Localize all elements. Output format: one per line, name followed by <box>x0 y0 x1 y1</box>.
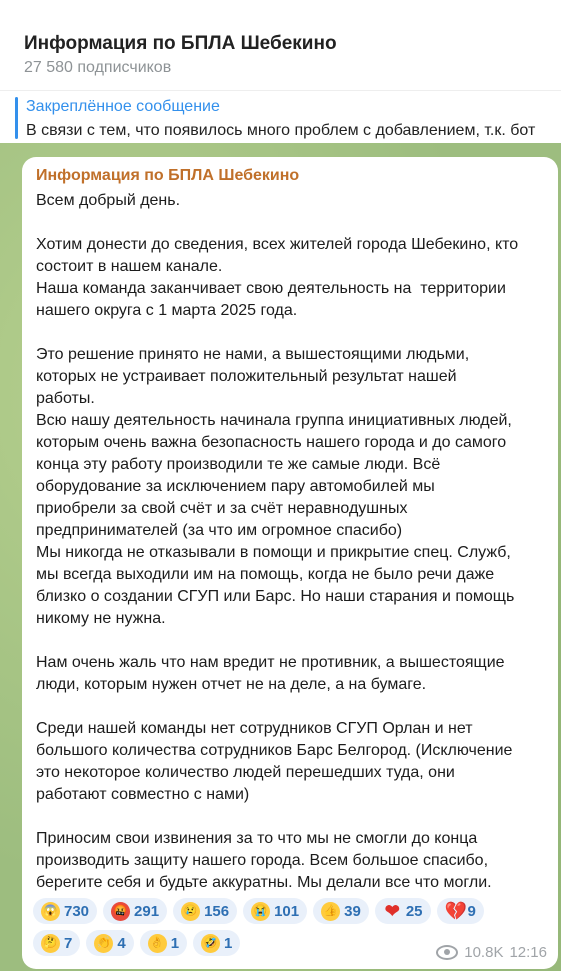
reaction-chip[interactable] <box>103 898 167 924</box>
thinking-emoji-icon: 🤔 <box>41 934 60 953</box>
message-sender[interactable]: Информация по БПЛА Шебекино <box>36 167 300 184</box>
clapping-icon: 👏 <box>94 934 113 953</box>
message-meta <box>436 944 547 961</box>
message-text: Всем добрый день. Хотим донести до сведения, всех жителей города Шебекино, кто состоит в нашем канале. Наша команда заканчивает свою деятельность на территории нашего округа с 1 марта 2025 года. Это решение принято не нами, а вышестоящими людьми, которых не устраивает положительный результат нашей работы. Всю нашу деятельность начинала группа инициативных людей, которым очень важна безопасность нашего города и до самого конца эту работу производили те же самые люди. Всё оборудование за исключением пару автомобилей мы приобрели за свой счёт и за счёт неравнодушных предпринимателей (за что им огромное спасибо) Мы никогда не отказывали в помощи и прикрытие спец. Служб, мы всегда выходили им на помощь, когда не было речи даже близко о создании СГУП или Барс. Но наши старания и помощь никому не нужна. Нам очень жаль что нам вредит не противник, а вышестоящие люди, которым нужен отчет не на деле, а на бумаге. Среди нашей команды нет сотрудников СГУП Орлан и нет большого количества сотрудников Барс Белгород. (Исключение это некоторое количество людей перешедших туда, они работают совместно с нами) Приносим свои извинения за то что мы не смогли до конца производить защиту нашего города. Всем большое спасибо, берегите себя и будьте аккуратны. Мы делали все что могли. <box>36 192 519 891</box>
reaction-chip[interactable] <box>243 898 307 924</box>
sobbing-emoji-icon: 😭 <box>251 902 270 921</box>
reaction-chip[interactable] <box>86 930 133 956</box>
pinned-message-bar[interactable] <box>0 90 561 143</box>
reactions-row <box>33 898 533 924</box>
reaction-chip[interactable] <box>173 898 237 924</box>
pinned-preview: В связи с тем, что появилось много проблем с добавлением, т.к. бот <box>26 122 536 139</box>
reaction-chip[interactable] <box>313 898 369 924</box>
channel-header[interactable] <box>0 0 561 90</box>
channel-title[interactable]: Информация по БПЛА Шебекино <box>24 33 337 54</box>
reaction-count: 9 <box>467 902 476 920</box>
ok-hand-icon: 👌 <box>148 934 167 953</box>
reaction-count: 39 <box>344 902 361 920</box>
reaction-count: 291 <box>134 902 160 920</box>
broken-heart-icon: 💔 <box>444 900 467 921</box>
reaction-chip[interactable] <box>33 898 97 924</box>
pinned-indicator <box>15 97 18 139</box>
eye-icon <box>436 945 458 960</box>
reaction-chip[interactable] <box>193 930 240 956</box>
reaction-count: 4 <box>117 934 126 952</box>
reaction-count: 1 <box>224 934 233 952</box>
reaction-chip[interactable] <box>437 898 484 924</box>
cursing-emoji-icon: 🤬 <box>111 902 130 921</box>
reaction-count: 101 <box>274 902 300 920</box>
reaction-count: 25 <box>405 902 423 920</box>
rofl-emoji-icon: 🤣 <box>201 934 220 953</box>
view-count: 10.8K <box>464 944 504 961</box>
thumbs-up-icon: 👍 <box>321 902 340 921</box>
scream-emoji-icon: 😱 <box>41 902 60 921</box>
reaction-chip[interactable] <box>140 930 187 956</box>
crying-emoji-icon: 😢 <box>181 902 200 921</box>
reaction-count: 156 <box>204 902 230 920</box>
reaction-count: 7 <box>64 934 73 952</box>
message-time: 12:16 <box>509 944 547 961</box>
reaction-count: 730 <box>64 902 90 920</box>
pinned-label: Закреплённое сообщение <box>26 98 220 115</box>
reaction-chip[interactable] <box>33 930 80 956</box>
reaction-count: 1 <box>170 934 180 952</box>
reaction-chip[interactable] <box>375 898 431 924</box>
subscriber-count: 27 580 подписчиков <box>24 59 172 76</box>
heart-icon: ❤ <box>384 900 400 921</box>
